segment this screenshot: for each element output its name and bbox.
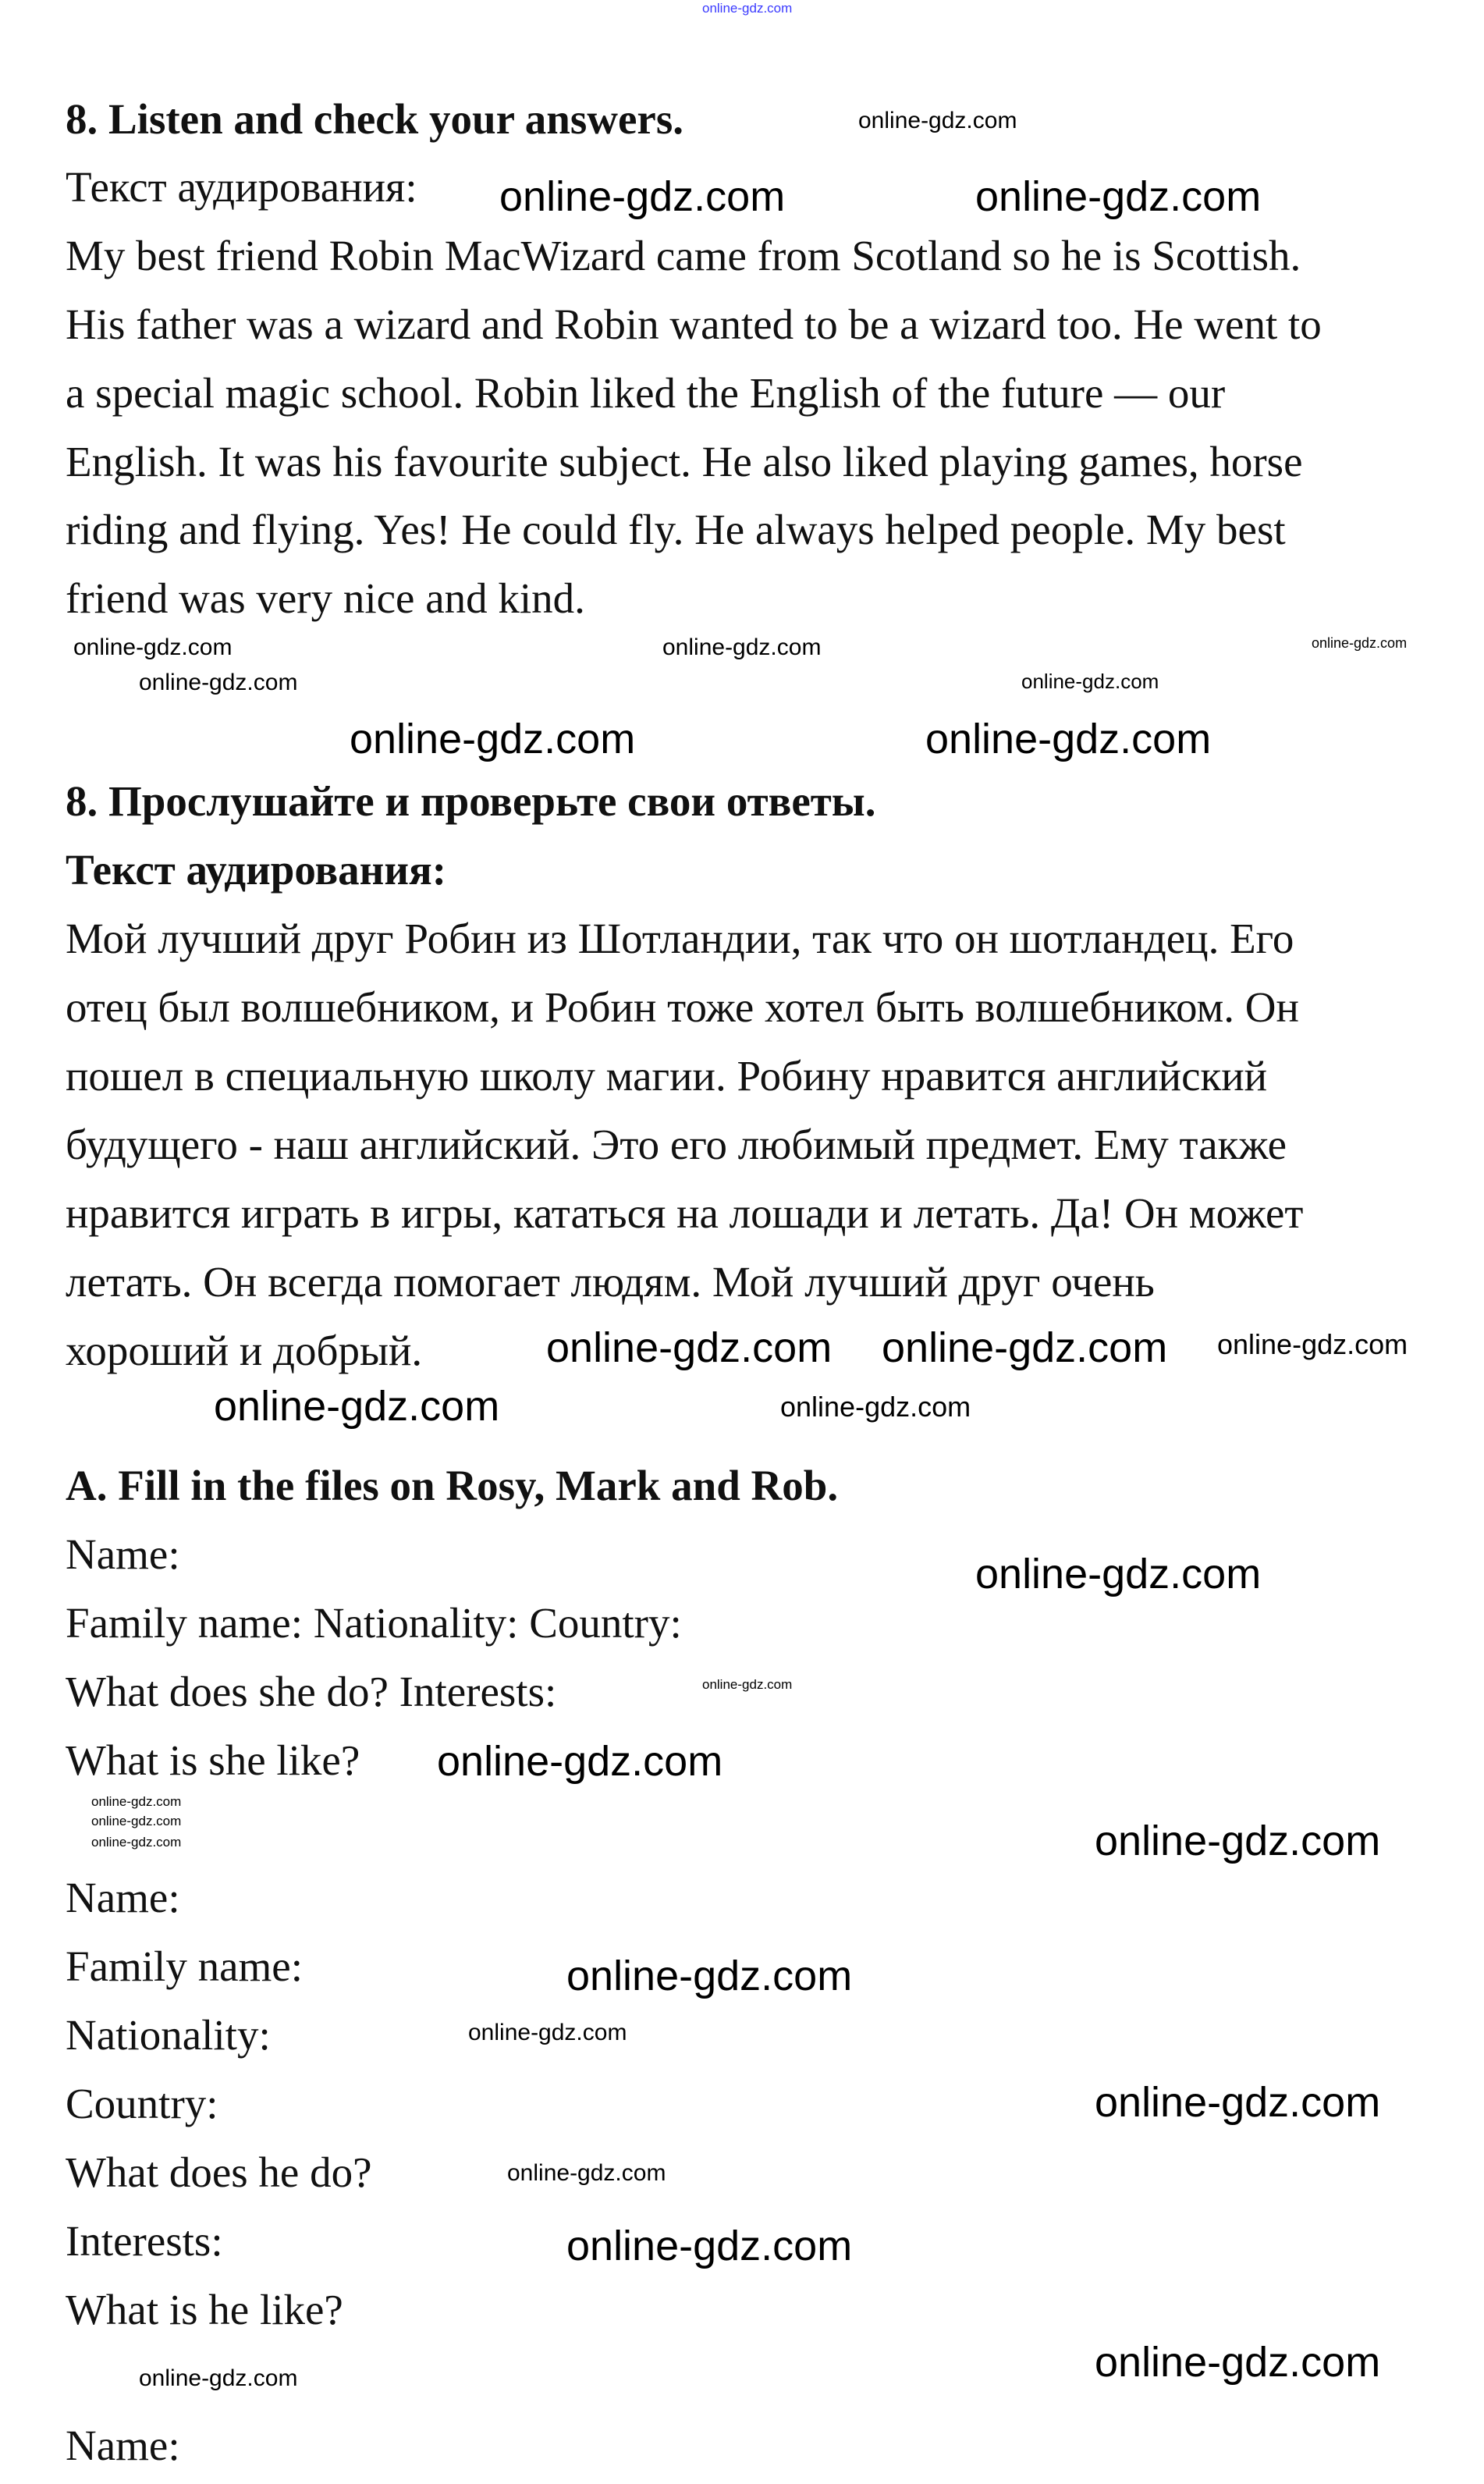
- watermark: online-gdz.com: [1095, 2079, 1381, 2126]
- watermark: online-gdz.com: [780, 1391, 971, 1423]
- text-line: пошел в специальную школу магии. Робину нравится английский: [66, 1052, 1268, 1100]
- watermark: online-gdz.com: [468, 2020, 627, 2045]
- watermark: online-gdz.com: [882, 1324, 1168, 1371]
- text-line: Мой лучший друг Робин из Шотландии, так что он шотландец. Его: [66, 915, 1294, 962]
- text-line: His father was a wizard and Robin wanted to be a wizard too. He went to: [66, 300, 1322, 348]
- watermark: online-gdz.com: [139, 2365, 298, 2391]
- watermark: online-gdz.com: [1095, 2339, 1381, 2386]
- file-field: Country:: [66, 2080, 218, 2127]
- watermark: online-gdz.com: [566, 1953, 853, 1999]
- exercise-heading-ru: 8. Прослушайте и проверьте свои ответы.: [66, 777, 876, 825]
- watermark: online-gdz.com: [662, 634, 822, 660]
- watermark: online-gdz.com: [139, 670, 298, 695]
- exercise-heading-a: A. Fill in the files on Rosy, Mark and Rob.: [66, 1462, 839, 1509]
- text-line: будущего - наш английский. Это его любимый предмет. Ему также: [66, 1121, 1287, 1168]
- watermark: online-gdz.com: [702, 1677, 793, 1692]
- text-line: English. It was his favourite subject. He also liked playing games, horse: [66, 438, 1303, 485]
- watermark: online-gdz.com: [91, 1835, 182, 1850]
- text-line: riding and flying. Yes! He could fly. He always helped people. My best: [66, 506, 1286, 553]
- watermark: online-gdz.com: [350, 716, 636, 762]
- file-field: Family name:: [66, 1942, 303, 1990]
- text-line: friend was very nice and kind.: [66, 574, 585, 622]
- file-field: What is he like?: [66, 2286, 343, 2333]
- text-line: нравится играть в игры, кататься на лошади и летать. Да! Он может: [66, 1189, 1304, 1237]
- text-line: летать. Он всегда помогает людям. Мой лучший друг очень: [66, 1258, 1155, 1306]
- watermark: online-gdz.com: [507, 2160, 666, 2186]
- file-field: What does she do? Interests:: [66, 1668, 557, 1715]
- watermark: online-gdz.com: [1095, 1818, 1381, 1864]
- watermark: online-gdz.com: [91, 1814, 182, 1828]
- file-field: Name:: [66, 1530, 180, 1578]
- watermark: online-gdz.com: [858, 108, 1017, 133]
- subheading-en: Текст аудирования:: [66, 163, 417, 211]
- watermark: online-gdz.com: [975, 173, 1262, 220]
- file-field: What is she like?: [66, 1736, 360, 1784]
- file-field: Interests:: [66, 2217, 223, 2265]
- file-field: Name:: [66, 1874, 180, 1921]
- watermark: online-gdz.com: [546, 1324, 833, 1371]
- watermark: online-gdz.com: [499, 173, 786, 220]
- watermark: online-gdz.com: [214, 1383, 500, 1430]
- watermark: online-gdz.com: [566, 2223, 853, 2269]
- watermark: online-gdz.com: [702, 1, 793, 16]
- file-field: Family name: Nationality: Country:: [66, 1599, 682, 1647]
- watermark: online-gdz.com: [437, 1738, 723, 1785]
- exercise-heading-en: 8. Listen and check your answers.: [66, 95, 683, 143]
- watermark: online-gdz.com: [73, 634, 233, 660]
- watermark: online-gdz.com: [925, 716, 1212, 762]
- watermark: online-gdz.com: [975, 1551, 1262, 1597]
- text-line: a special magic school. Robin liked the English of the future — our: [66, 369, 1226, 417]
- subheading-ru: Текст аудирования:: [66, 846, 447, 894]
- watermark: online-gdz.com: [91, 1794, 182, 1809]
- watermark: online-gdz.com: [1312, 635, 1408, 651]
- file-field: Name:: [66, 2422, 180, 2469]
- watermark: online-gdz.com: [1021, 670, 1159, 693]
- file-field: What does he do?: [66, 2148, 372, 2196]
- text-line: отец был волшебником, и Робин тоже хотел быть волшебником. Он: [66, 983, 1299, 1031]
- watermark: online-gdz.com: [1217, 1328, 1408, 1360]
- text-line: My best friend Robin MacWizard came from Scotland so he is Scottish.: [66, 232, 1301, 279]
- text-line: хороший и добрый.: [66, 1327, 423, 1374]
- file-field: Nationality:: [66, 2011, 271, 2059]
